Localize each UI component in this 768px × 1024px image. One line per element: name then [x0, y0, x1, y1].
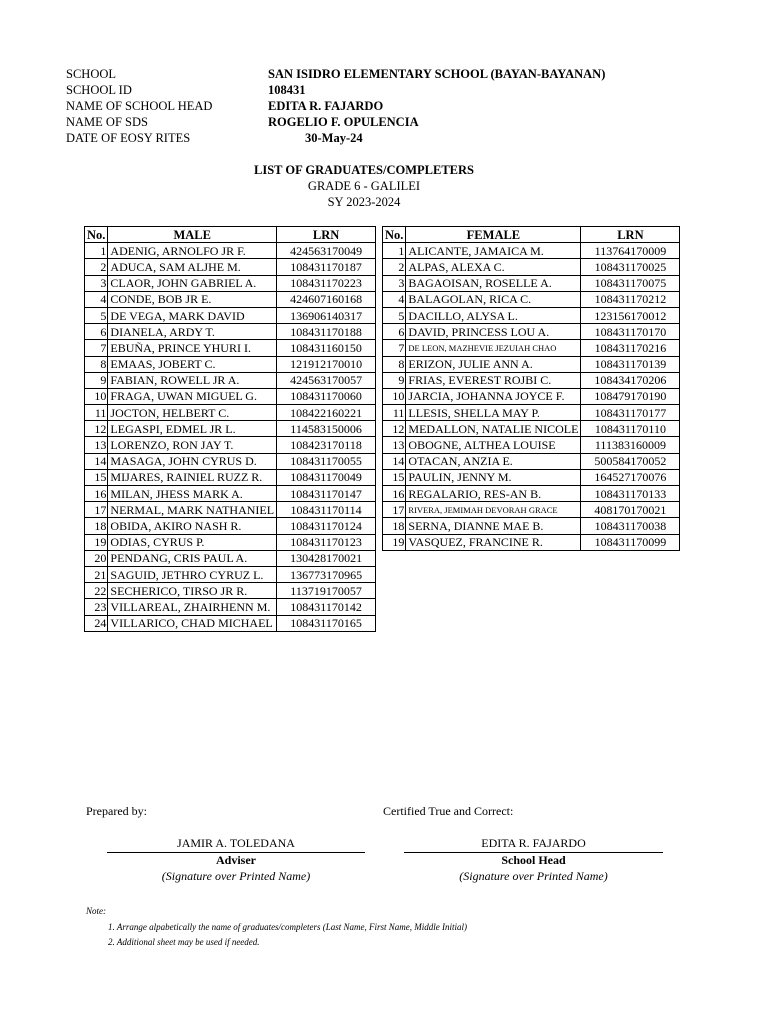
table-row — [383, 502, 680, 518]
student-name: MASAGA, JOHN CYRUS D. — [108, 453, 277, 469]
student-name: ADENIG, ARNOLFO JR F. — [108, 243, 277, 259]
table-row — [85, 340, 376, 356]
student-lrn: 108431170133 — [581, 486, 680, 502]
row-number: 15 — [85, 469, 108, 485]
student-lrn: 108431170124 — [277, 518, 376, 534]
student-lrn: 108479170190 — [581, 388, 680, 404]
school-info-header — [66, 66, 605, 146]
student-name: FRAGA, UWAN MIGUEL G. — [108, 388, 277, 404]
row-number: 1 — [383, 243, 406, 259]
table-header-row — [85, 227, 376, 243]
student-name: ALICANTE, JAMAICA M. — [406, 243, 581, 259]
row-number: 2 — [383, 259, 406, 275]
row-number: 11 — [85, 405, 108, 421]
row-number: 13 — [85, 437, 108, 453]
student-name: EMAAS, JOBERT C. — [108, 356, 277, 372]
row-number: 14 — [85, 453, 108, 469]
school-id-value: 108431 — [268, 83, 306, 97]
table-row — [383, 469, 680, 485]
table-row — [85, 243, 376, 259]
student-lrn: 108431170177 — [581, 405, 680, 421]
student-name: SECHERICO, TIRSO JR R. — [108, 583, 277, 599]
row-number: 16 — [383, 486, 406, 502]
student-lrn: 108431170170 — [581, 324, 680, 340]
table-row — [383, 291, 680, 307]
student-name: MIJARES, RAINIEL RUZZ R. — [108, 469, 277, 485]
student-name: JARCIA, JOHANNA JOYCE F. — [406, 388, 581, 404]
row-number: 6 — [85, 324, 108, 340]
school-head-value: EDITA R. FAJARDO — [268, 99, 384, 113]
student-lrn: 136773170965 — [277, 566, 376, 582]
student-name: CONDE, BOB JR E. — [108, 291, 277, 307]
student-lrn: 108431170114 — [277, 502, 376, 518]
row-number: 10 — [383, 388, 406, 404]
student-lrn: 108431170025 — [581, 259, 680, 275]
table-row — [85, 275, 376, 291]
student-name: NERMAL, MARK NATHANIEL — [108, 502, 277, 518]
col-header-male: MALE — [108, 227, 277, 243]
row-number: 7 — [383, 340, 406, 356]
adviser-caption: (Signature over Printed Name) — [161, 869, 311, 883]
table-row — [85, 356, 376, 372]
student-name: DE VEGA, MARK DAVID — [108, 307, 277, 323]
table-row — [383, 534, 680, 550]
head-caption: (Signature over Printed Name) — [459, 869, 608, 883]
male-graduates-table — [84, 226, 376, 632]
student-lrn: 108431160150 — [277, 340, 376, 356]
row-number: 5 — [85, 307, 108, 323]
row-number: 4 — [85, 291, 108, 307]
student-name: ADUCA, SAM ALJHE M. — [108, 259, 277, 275]
table-row — [85, 534, 376, 550]
student-lrn: 130428170021 — [277, 550, 376, 566]
student-lrn: 114583150006 — [277, 421, 376, 437]
table-row — [383, 453, 680, 469]
row-number: 2 — [85, 259, 108, 275]
table-row — [85, 502, 376, 518]
student-lrn: 108431170223 — [277, 275, 376, 291]
list-titles — [0, 162, 728, 210]
school-head-label: NAME OF SCHOOL HEAD — [66, 99, 213, 113]
table-row — [85, 405, 376, 421]
row-number: 23 — [85, 599, 108, 615]
student-lrn: 424607160168 — [277, 291, 376, 307]
student-name: SERNA, DIANNE MAE B. — [406, 518, 581, 534]
student-name: OBOGNE, ALTHEA LOUISE — [406, 437, 581, 453]
table-row — [85, 259, 376, 275]
student-name: OTACAN, ANZIA E. — [406, 453, 581, 469]
student-name: PAULIN, JENNY M. — [406, 469, 581, 485]
student-lrn: 108431170187 — [277, 259, 376, 275]
col-header-lrn: LRN — [277, 227, 376, 243]
student-name: EBUÑA, PRINCE YHURI I. — [108, 340, 277, 356]
table-row — [383, 243, 680, 259]
student-name: FABIAN, ROWELL JR A. — [108, 372, 277, 388]
student-name: RIVERA, JEMIMAH DEVORAH GRACE — [406, 502, 581, 518]
table-row — [85, 469, 376, 485]
female-graduates-table — [382, 226, 680, 551]
col-header-female: FEMALE — [406, 227, 581, 243]
table-row — [85, 291, 376, 307]
student-lrn: 108431170123 — [277, 534, 376, 550]
table-row — [383, 437, 680, 453]
student-name: VILLARICO, CHAD MICHAEL — [108, 615, 277, 631]
student-lrn: 113764170009 — [581, 243, 680, 259]
table-row — [383, 275, 680, 291]
row-number: 16 — [85, 486, 108, 502]
row-number: 3 — [85, 275, 108, 291]
table-row — [85, 486, 376, 502]
student-name: OBIDA, AKIRO NASH R. — [108, 518, 277, 534]
student-lrn: 108431170216 — [581, 340, 680, 356]
table-row — [383, 324, 680, 340]
student-name: DIANELA, ARDY T. — [108, 324, 277, 340]
student-lrn: 136906140317 — [277, 307, 376, 323]
table-row — [383, 340, 680, 356]
student-lrn: 108431170055 — [277, 453, 376, 469]
student-lrn: 108431170038 — [581, 518, 680, 534]
note-item-1: 1. Arrange alpabetically the name of graduates/completers (Last Name, First Name, Middle Initial) — [108, 922, 468, 932]
notes-section — [86, 903, 467, 950]
row-number: 21 — [85, 566, 108, 582]
student-lrn: 108431170212 — [581, 291, 680, 307]
table-row — [383, 388, 680, 404]
row-number: 1 — [85, 243, 108, 259]
student-name: BAGAOISAN, ROSELLE A. — [406, 275, 581, 291]
student-lrn: 108431170165 — [277, 615, 376, 631]
row-number: 14 — [383, 453, 406, 469]
prepared-by-label: Prepared by: — [86, 804, 147, 818]
table-row — [383, 307, 680, 323]
table-row — [383, 486, 680, 502]
row-number: 5 — [383, 307, 406, 323]
table-row — [85, 599, 376, 615]
table-row — [85, 372, 376, 388]
student-lrn: 108431170142 — [277, 599, 376, 615]
student-name: DACILLO, ALYSA L. — [406, 307, 581, 323]
school-label: SCHOOL — [66, 67, 117, 81]
student-name: DAVID, PRINCESS LOU A. — [406, 324, 581, 340]
date-label: DATE OF EOSY RITES — [66, 131, 191, 145]
student-name: MEDALLON, NATALIE NICOLE — [406, 421, 581, 437]
student-name: REGALARIO, RES-AN B. — [406, 486, 581, 502]
col-header-no: No. — [85, 227, 108, 243]
adviser-title: Adviser — [216, 853, 256, 867]
row-number: 20 — [85, 550, 108, 566]
row-number: 7 — [85, 340, 108, 356]
row-number: 13 — [383, 437, 406, 453]
student-lrn: 111383160009 — [581, 437, 680, 453]
row-number: 19 — [383, 534, 406, 550]
student-name: LORENZO, RON JAY T. — [108, 437, 277, 453]
row-number: 12 — [85, 421, 108, 437]
table-row — [85, 615, 376, 631]
school-value: SAN ISIDRO ELEMENTARY SCHOOL (BAYAN-BAYANAN) — [268, 67, 606, 81]
student-lrn: 108434170206 — [581, 372, 680, 388]
table-row — [383, 372, 680, 388]
student-lrn: 500584170052 — [581, 453, 680, 469]
student-lrn: 108431170110 — [581, 421, 680, 437]
row-number: 17 — [85, 502, 108, 518]
table-row — [85, 583, 376, 599]
table-row — [383, 421, 680, 437]
row-number: 8 — [85, 356, 108, 372]
student-name: ALPAS, ALEXA C. — [406, 259, 581, 275]
student-lrn: 108431170139 — [581, 356, 680, 372]
school-year: SY 2023-2024 — [327, 195, 401, 209]
student-name: MILAN, JHESS MARK A. — [108, 486, 277, 502]
sds-label: NAME OF SDS — [66, 115, 148, 129]
table-row — [383, 405, 680, 421]
student-name: ODIAS, CYRUS P. — [108, 534, 277, 550]
student-name: CLAOR, JOHN GABRIEL A. — [108, 275, 277, 291]
table-row — [85, 566, 376, 582]
student-name: ERIZON, JULIE ANN A. — [406, 356, 581, 372]
student-lrn: 424563170057 — [277, 372, 376, 388]
row-number: 11 — [383, 405, 406, 421]
col-header-lrn: LRN — [581, 227, 680, 243]
head-title: School Head — [501, 853, 566, 867]
student-name: JOCTON, HELBERT C. — [108, 405, 277, 421]
head-name: EDITA R. FAJARDO — [481, 836, 586, 850]
table-row — [85, 307, 376, 323]
row-number: 3 — [383, 275, 406, 291]
student-name: LLESIS, SHELLA MAY P. — [406, 405, 581, 421]
row-number: 9 — [383, 372, 406, 388]
student-lrn: 108431170099 — [581, 534, 680, 550]
certified-label: Certified True and Correct: — [383, 804, 514, 818]
row-number: 8 — [383, 356, 406, 372]
notes-label: Note: — [86, 906, 106, 916]
row-number: 6 — [383, 324, 406, 340]
date-value: 30-May-24 — [305, 131, 363, 145]
student-lrn: 108431170049 — [277, 469, 376, 485]
student-lrn: 108431170060 — [277, 388, 376, 404]
student-name: BALAGOLAN, RICA C. — [406, 291, 581, 307]
row-number: 18 — [85, 518, 108, 534]
student-name: FRIAS, EVEREST ROJBI C. — [406, 372, 581, 388]
table-row — [85, 518, 376, 534]
table-row — [85, 421, 376, 437]
row-number: 19 — [85, 534, 108, 550]
row-number: 12 — [383, 421, 406, 437]
row-number: 15 — [383, 469, 406, 485]
school-id-label: SCHOOL ID — [66, 83, 132, 97]
student-lrn: 113719170057 — [277, 583, 376, 599]
student-name: VASQUEZ, FRANCINE R. — [406, 534, 581, 550]
row-number: 22 — [85, 583, 108, 599]
student-lrn: 123156170012 — [581, 307, 680, 323]
student-name: PENDANG, CRIS PAUL A. — [108, 550, 277, 566]
table-row — [85, 550, 376, 566]
student-lrn: 108431170075 — [581, 275, 680, 291]
table-row — [85, 388, 376, 404]
row-number: 4 — [383, 291, 406, 307]
student-lrn: 108431170147 — [277, 486, 376, 502]
student-lrn: 108431170188 — [277, 324, 376, 340]
grade-section: GRADE 6 - GALILEI — [307, 179, 421, 193]
sds-value: ROGELIO F. OPULENCIA — [268, 115, 419, 129]
student-lrn: 108422160221 — [277, 405, 376, 421]
student-lrn: 408170170021 — [581, 502, 680, 518]
student-lrn: 121912170010 — [277, 356, 376, 372]
table-header-row — [383, 227, 680, 243]
student-name: LEGASPI, EDMEL JR L. — [108, 421, 277, 437]
list-title: LIST OF GRADUATES/COMPLETERS — [254, 163, 474, 177]
row-number: 24 — [85, 615, 108, 631]
student-lrn: 424563170049 — [277, 243, 376, 259]
row-number: 18 — [383, 518, 406, 534]
table-row — [85, 437, 376, 453]
student-name: DE LEON, MAZHEVIE JEZUIAH CHAO — [406, 340, 581, 356]
table-row — [383, 518, 680, 534]
col-header-no: No. — [383, 227, 406, 243]
row-number: 17 — [383, 502, 406, 518]
table-row — [85, 453, 376, 469]
table-row — [85, 324, 376, 340]
note-item-2: 2. Additional sheet may be used if needed. — [108, 937, 260, 947]
student-name: VILLAREAL, ZHAIRHENN M. — [108, 599, 277, 615]
adviser-name: JAMIR A. TOLEDANA — [177, 836, 295, 850]
row-number: 9 — [85, 372, 108, 388]
student-name: SAGUID, JETHRO CYRUZ L. — [108, 566, 277, 582]
table-row — [383, 259, 680, 275]
student-lrn: 164527170076 — [581, 469, 680, 485]
student-lrn: 108423170118 — [277, 437, 376, 453]
table-row — [383, 356, 680, 372]
row-number: 10 — [85, 388, 108, 404]
